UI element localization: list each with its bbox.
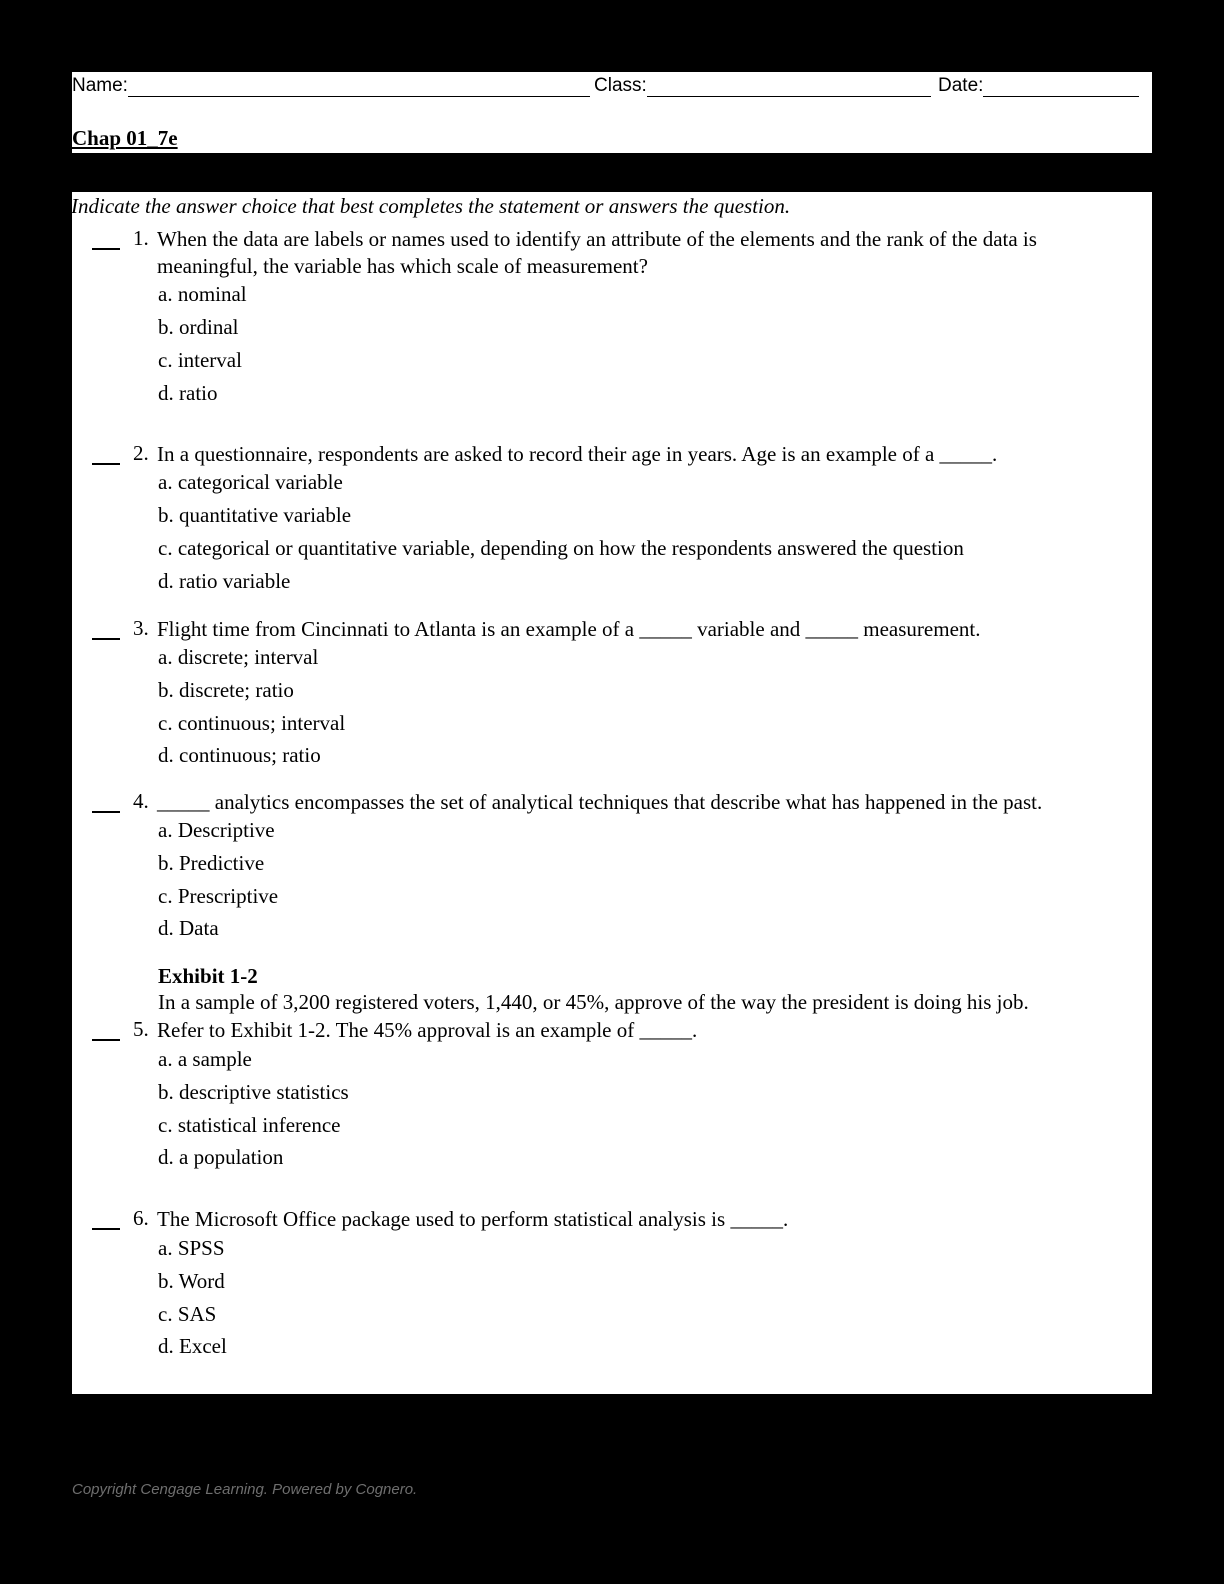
question-number: 4. <box>133 789 149 813</box>
option-b: b. discrete; ratio <box>158 678 294 702</box>
question-text: Refer to Exhibit 1-2. The 45% approval is an example of _____. <box>157 1018 698 1042</box>
name-line[interactable] <box>128 74 590 97</box>
instructions: Indicate the answer choice that best completes the statement or answers the question. <box>71 194 791 218</box>
answer-blank[interactable] <box>92 1228 120 1230</box>
exhibit-title: Exhibit 1-2 <box>158 964 258 988</box>
option-a: a. nominal <box>158 282 247 306</box>
name-label: Name: <box>72 75 128 96</box>
option-a: a. a sample <box>158 1047 252 1071</box>
question-number: 5. <box>133 1017 149 1041</box>
answer-blank[interactable] <box>92 1039 120 1041</box>
answer-blank[interactable] <box>92 638 120 640</box>
option-c: c. SAS <box>158 1302 217 1326</box>
class-label: Class: <box>594 75 647 96</box>
option-c: c. continuous; interval <box>158 711 346 735</box>
question-text: _____ analytics encompasses the set of analytical techniques that describe what has happened in the past. <box>157 790 1043 814</box>
option-b: b. quantitative variable <box>158 503 352 527</box>
option-c: c. categorical or quantitative variable, depending on how the respondents answered the question <box>158 536 964 560</box>
option-a: a. categorical variable <box>158 470 343 494</box>
header-fields-row <box>72 72 1152 98</box>
answer-blank[interactable] <box>92 811 120 813</box>
question-text: When the data are labels or names used to identify an attribute of the elements and the rank of the data is meaningful, the variable has which scale of measurement? <box>157 227 1037 278</box>
option-b: b. ordinal <box>158 315 239 339</box>
question-number: 2. <box>133 441 149 465</box>
option-a: a. Descriptive <box>158 818 275 842</box>
date-label: Date: <box>938 75 984 96</box>
option-d: d. ratio variable <box>158 569 291 593</box>
option-b: b. Word <box>158 1269 225 1293</box>
exhibit-text: In a sample of 3,200 registered voters, 1,440, or 45%, approve of the way the president is doing his job. <box>158 990 1029 1014</box>
class-line[interactable] <box>647 74 931 97</box>
answer-blank[interactable] <box>92 463 120 465</box>
class-field[interactable] <box>594 74 931 97</box>
option-d: d. a population <box>158 1145 284 1169</box>
copyright-footer: Copyright Cengage Learning. Powered by Cognero. <box>72 1481 418 1498</box>
chapter-title: Chap 01_7e <box>72 126 178 150</box>
option-d: d. ratio <box>158 381 218 405</box>
option-b: b. descriptive statistics <box>158 1080 349 1104</box>
option-c: c. Prescriptive <box>158 884 279 908</box>
questions-panel <box>72 192 1152 1394</box>
name-field[interactable] <box>72 74 590 97</box>
option-c: c. statistical inference <box>158 1113 341 1137</box>
header-panel <box>72 72 1152 153</box>
question-number: 6. <box>133 1206 149 1230</box>
option-a: a. discrete; interval <box>158 645 319 669</box>
option-a: a. SPSS <box>158 1236 225 1260</box>
question-number: 1. <box>133 226 149 250</box>
date-field[interactable] <box>938 74 1139 97</box>
question-number: 3. <box>133 616 149 640</box>
option-b: b. Predictive <box>158 851 265 875</box>
option-c: c. interval <box>158 348 242 372</box>
date-line[interactable] <box>983 74 1139 97</box>
option-d: d. Excel <box>158 1334 227 1358</box>
option-d: d. Data <box>158 916 219 940</box>
question-text: In a questionnaire, respondents are asked to record their age in years. Age is an example of a _____. <box>157 442 998 466</box>
question-text: The Microsoft Office package used to perform statistical analysis is _____. <box>157 1207 789 1231</box>
answer-blank[interactable] <box>92 248 120 250</box>
option-d: d. continuous; ratio <box>158 743 321 767</box>
question-text: Flight time from Cincinnati to Atlanta is an example of a _____ variable and _____ measurement. <box>157 617 981 641</box>
